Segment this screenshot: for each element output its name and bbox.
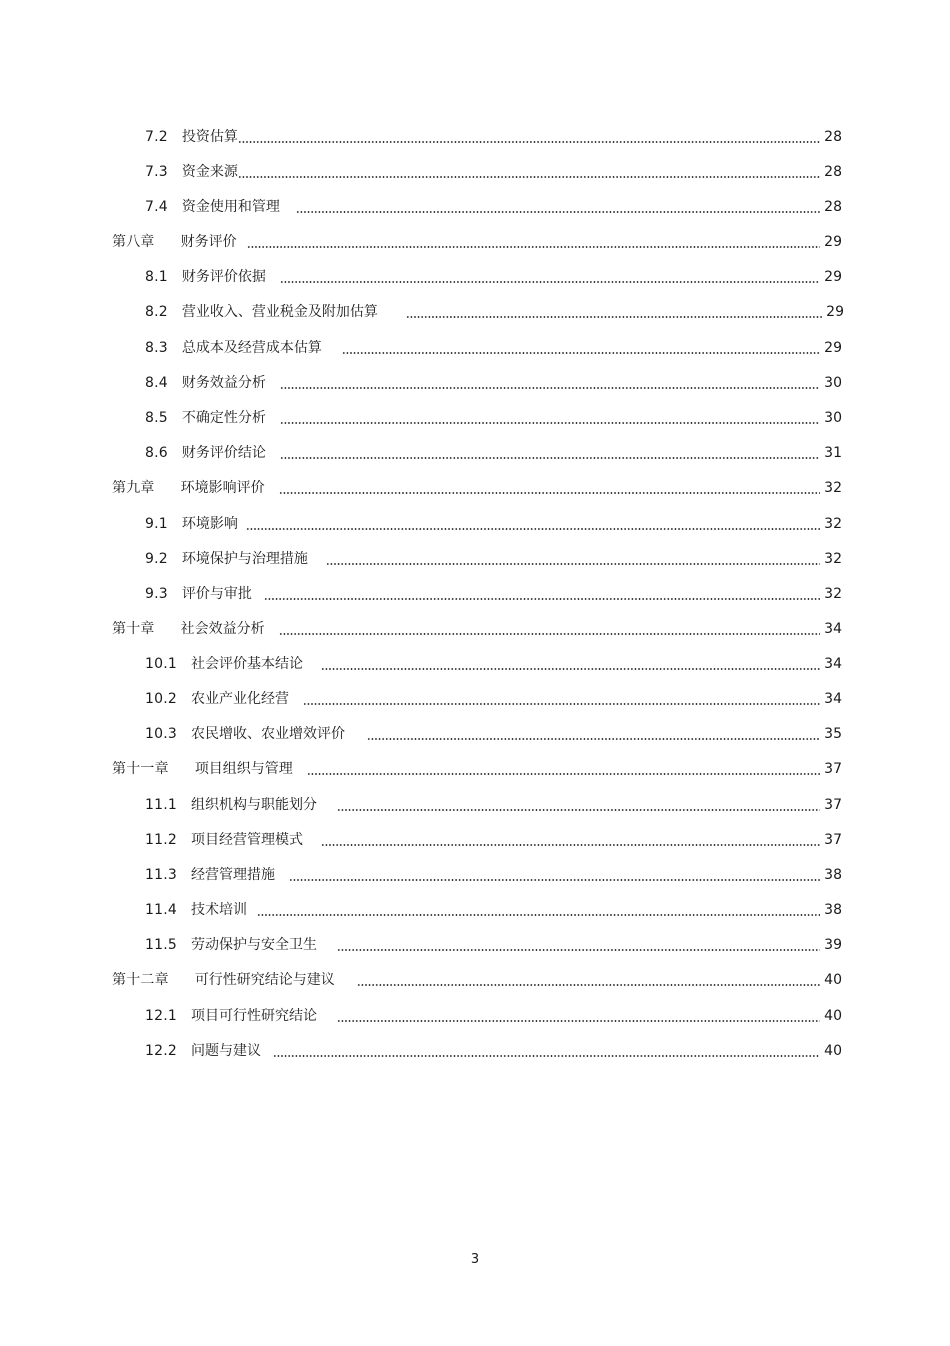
toc-chapter-number: 第九章 [112, 480, 155, 496]
toc-section-title: 项目经营管理模式 [190, 832, 303, 848]
toc-section-number: 10.1 [145, 656, 177, 672]
toc-section-title: 社会评价基本结论 [190, 656, 303, 672]
toc-section-title: 财务效益分析 [181, 375, 266, 391]
toc-page-number: 37 [824, 832, 842, 848]
toc-section-number: 11.4 [145, 902, 177, 918]
toc-section-number: 8.5 [145, 410, 168, 426]
toc-section-number: 8.1 [145, 269, 168, 285]
toc-page-number: 35 [824, 726, 842, 742]
toc-page-number: 40 [824, 1043, 842, 1059]
toc-section-title: 项目可行性研究结论 [190, 1008, 317, 1024]
toc-chapter-title: 社会效益分析 [180, 621, 265, 637]
toc-entry[interactable] [145, 266, 842, 288]
toc-page-number: 28 [824, 129, 842, 145]
toc-page-number: 31 [824, 445, 842, 461]
toc-dot-leader [246, 513, 820, 535]
toc-section-number: 10.3 [145, 726, 177, 742]
page-footer-number: 3 [470, 1252, 480, 1267]
toc-page-number: 39 [824, 937, 842, 953]
toc-chapter-title: 项目组织与管理 [194, 761, 293, 777]
toc-section-number: 10.2 [145, 691, 177, 707]
toc-dot-leader [337, 794, 820, 816]
toc-entry[interactable] [145, 301, 844, 323]
toc-section-title: 农民增收、农业增效评价 [190, 726, 345, 742]
toc-section-number: 8.6 [145, 445, 168, 461]
toc-section-number: 8.3 [145, 340, 168, 356]
toc-dot-leader [289, 864, 820, 886]
toc-entry[interactable] [145, 653, 842, 675]
toc-page-number: 32 [824, 586, 842, 602]
toc-dot-leader [367, 723, 820, 745]
toc-page-number: 37 [824, 761, 842, 777]
toc-section-title: 财务评价依据 [181, 269, 266, 285]
toc-entry[interactable] [145, 1005, 842, 1027]
toc-dot-leader [280, 266, 820, 288]
toc-section-number: 11.2 [145, 832, 177, 848]
toc-section-title: 资金来源 [181, 164, 238, 180]
toc-page-number: 28 [824, 164, 842, 180]
toc-page-number: 30 [824, 375, 842, 391]
toc-entry[interactable] [145, 583, 842, 605]
toc-dot-leader [337, 934, 820, 956]
toc-entry[interactable] [145, 864, 842, 886]
toc-dot-leader [264, 583, 820, 605]
toc-dot-leader [279, 477, 821, 499]
toc-section-number: 11.5 [145, 937, 177, 953]
toc-entry[interactable] [145, 934, 842, 956]
toc-dot-leader [321, 829, 820, 851]
toc-entry[interactable] [145, 161, 842, 183]
toc-dot-leader [238, 161, 820, 183]
toc-chapter-number: 第十一章 [112, 761, 169, 777]
toc-section-title: 评价与审批 [181, 586, 252, 602]
toc-entry[interactable] [145, 196, 842, 218]
toc-entry[interactable] [145, 337, 842, 359]
toc-entry[interactable] [145, 1040, 842, 1062]
toc-chapter-entry[interactable] [112, 618, 842, 640]
toc-chapter-number: 第十二章 [112, 972, 169, 988]
toc-dot-leader [296, 196, 820, 218]
toc-chapter-number: 第十章 [112, 621, 155, 637]
toc-section-title: 资金使用和管理 [181, 199, 280, 215]
toc-section-number: 12.1 [145, 1008, 177, 1024]
toc-dot-leader [337, 1005, 820, 1027]
toc-chapter-title: 可行性研究结论与建议 [194, 972, 335, 988]
toc-page-number: 37 [824, 797, 842, 813]
toc-section-title: 组织机构与职能划分 [190, 797, 317, 813]
toc-page-number: 29 [824, 269, 842, 285]
toc-entry[interactable] [145, 513, 842, 535]
toc-section-number: 11.1 [145, 797, 177, 813]
toc-chapter-entry[interactable] [112, 758, 842, 780]
toc-section-number: 8.4 [145, 375, 168, 391]
toc-page-number: 28 [824, 199, 842, 215]
toc-section-title: 环境影响 [181, 516, 238, 532]
toc-chapter-title: 环境影响评价 [180, 480, 265, 496]
toc-entry[interactable] [145, 688, 842, 710]
toc-entry[interactable] [145, 372, 842, 394]
toc-page-number: 34 [824, 656, 842, 672]
toc-entry[interactable] [145, 899, 842, 921]
toc-dot-leader [307, 758, 820, 780]
toc-section-number: 7.4 [145, 199, 168, 215]
toc-section-title: 技术培训 [190, 902, 247, 918]
toc-chapter-title: 财务评价 [180, 234, 237, 250]
toc-dot-leader [342, 337, 820, 359]
toc-section-title: 农业产业化经营 [190, 691, 289, 707]
toc-entry[interactable] [145, 723, 842, 745]
toc-page-number: 29 [826, 304, 844, 320]
toc-dot-leader [273, 1040, 820, 1062]
toc-page-number: 34 [824, 621, 842, 637]
toc-section-number: 12.2 [145, 1043, 177, 1059]
toc-section-title: 经营管理措施 [190, 867, 275, 883]
toc-chapter-entry[interactable] [112, 231, 842, 253]
toc-page-number: 40 [824, 1008, 842, 1024]
toc-dot-leader [357, 969, 820, 991]
toc-dot-leader [280, 442, 820, 464]
toc-dot-leader [238, 126, 820, 148]
toc-entry[interactable] [145, 442, 842, 464]
toc-dot-leader [303, 688, 820, 710]
toc-entry[interactable] [145, 126, 842, 148]
toc-page-number: 32 [824, 480, 842, 496]
toc-section-title: 营业收入、营业税金及附加估算 [181, 304, 378, 320]
toc-section-title: 财务评价结论 [181, 445, 266, 461]
toc-section-number: 7.3 [145, 164, 168, 180]
toc-page-number: 34 [824, 691, 842, 707]
toc-entry[interactable] [145, 407, 842, 429]
toc-dot-leader [280, 407, 820, 429]
toc-page-number: 32 [824, 551, 842, 567]
toc-dot-leader [321, 653, 820, 675]
toc-dot-leader [280, 372, 820, 394]
toc-page-number: 32 [824, 516, 842, 532]
toc-section-title: 劳动保护与安全卫生 [190, 937, 317, 953]
toc-page-number: 30 [824, 410, 842, 426]
toc-page-number: 29 [824, 340, 842, 356]
toc-section-number: 9.2 [145, 551, 168, 567]
toc-page-number: 40 [824, 972, 842, 988]
toc-chapter-entry[interactable] [112, 969, 842, 991]
toc-chapter-number: 第八章 [112, 234, 155, 250]
toc-entry[interactable] [145, 829, 842, 851]
toc-section-title: 问题与建议 [190, 1043, 261, 1059]
toc-dot-leader [257, 899, 820, 921]
toc-entry[interactable] [145, 548, 842, 570]
toc-page-number: 38 [824, 867, 842, 883]
toc-section-number: 9.3 [145, 586, 168, 602]
toc-dot-leader [326, 548, 820, 570]
toc-chapter-entry[interactable] [112, 477, 842, 499]
toc-section-title: 总成本及经营成本估算 [181, 340, 322, 356]
toc-dot-leader [279, 618, 821, 640]
toc-section-title: 环境保护与治理措施 [181, 551, 308, 567]
toc-dot-leader [247, 231, 821, 253]
toc-section-number: 7.2 [145, 129, 168, 145]
toc-page-number: 38 [824, 902, 842, 918]
toc-dot-leader [406, 301, 822, 323]
toc-section-title: 不确定性分析 [181, 410, 266, 426]
toc-section-number: 8.2 [145, 304, 168, 320]
toc-page-number: 29 [824, 234, 842, 250]
toc-section-number: 11.3 [145, 867, 177, 883]
toc-section-title: 投资估算 [181, 129, 238, 145]
toc-entry[interactable] [145, 794, 842, 816]
toc-section-number: 9.1 [145, 516, 168, 532]
